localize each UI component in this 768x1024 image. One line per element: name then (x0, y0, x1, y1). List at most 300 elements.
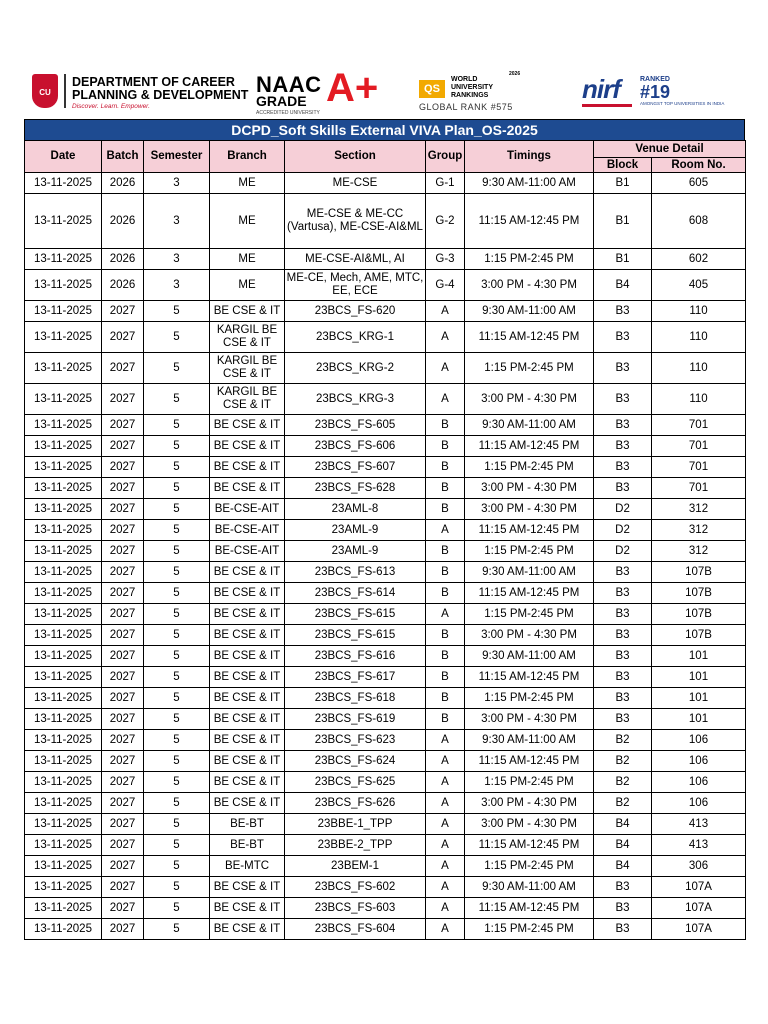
cell-room: 106 (652, 751, 746, 772)
cell-section: 23BCS_FS-625 (285, 772, 426, 793)
logo-divider (64, 74, 66, 108)
table-row (25, 499, 746, 520)
cell-batch: 2027 (102, 353, 144, 384)
col-header-timings: Timings (465, 141, 594, 173)
cell-date: 13-11-2025 (25, 667, 102, 688)
cell-room: 101 (652, 646, 746, 667)
cell-group: B (426, 646, 465, 667)
col-header-batch: Batch (102, 141, 144, 173)
nirf-rank: #19 (640, 82, 671, 102)
cell-block: B2 (594, 751, 652, 772)
cell-batch: 2027 (102, 436, 144, 457)
cell-group: B (426, 667, 465, 688)
cell-group: A (426, 772, 465, 793)
cell-group: A (426, 520, 465, 541)
table-row (25, 919, 746, 940)
cell-section: ME-CSE-AI&ML, AI (285, 249, 426, 270)
cell-block: B4 (594, 835, 652, 856)
col-header-room: Room No. (652, 158, 746, 173)
cell-batch: 2026 (102, 173, 144, 194)
cell-semester: 5 (144, 499, 210, 520)
cell-section: ME-CSE & ME-CC (Vartusa), ME-CSE-AI&ML (285, 194, 426, 249)
cell-group: B (426, 499, 465, 520)
cell-section: 23BCS_FS-615 (285, 625, 426, 646)
cell-batch: 2027 (102, 478, 144, 499)
cell-date: 13-11-2025 (25, 436, 102, 457)
cell-batch: 2027 (102, 583, 144, 604)
cell-branch: BE CSE & IT (210, 583, 285, 604)
cell-room: 605 (652, 173, 746, 194)
cell-branch: KARGIL BE CSE & IT (210, 322, 285, 353)
cell-group: B (426, 583, 465, 604)
cu-crest-text: CU (39, 88, 51, 97)
naac-logo (256, 66, 379, 116)
cell-date: 13-11-2025 (25, 919, 102, 940)
cell-block: B2 (594, 793, 652, 814)
cell-room: 101 (652, 709, 746, 730)
cell-branch: ME (210, 194, 285, 249)
qs-line2: UNIVERSITY (451, 84, 494, 91)
cell-branch: ME (210, 270, 285, 301)
col-header-date: Date (25, 141, 102, 173)
cell-batch: 2027 (102, 814, 144, 835)
cell-group: B (426, 436, 465, 457)
table-row (25, 646, 746, 667)
cell-branch: BE-BT (210, 835, 285, 856)
cell-timings: 9:30 AM-11:00 AM (465, 173, 594, 194)
cell-group: G-3 (426, 249, 465, 270)
cell-batch: 2027 (102, 457, 144, 478)
cell-branch: BE CSE & IT (210, 688, 285, 709)
cell-section: 23BCS_KRG-3 (285, 384, 426, 415)
cell-branch: BE-CSE-AIT (210, 499, 285, 520)
cell-block: B3 (594, 919, 652, 940)
cell-block: B3 (594, 646, 652, 667)
cell-timings: 1:15 PM-2:45 PM (465, 772, 594, 793)
cell-date: 13-11-2025 (25, 322, 102, 353)
cell-timings: 9:30 AM-11:00 AM (465, 415, 594, 436)
cell-section: 23AML-9 (285, 541, 426, 562)
col-header-block: Block (594, 158, 652, 173)
cell-block: B3 (594, 583, 652, 604)
cell-batch: 2027 (102, 646, 144, 667)
cell-date: 13-11-2025 (25, 520, 102, 541)
cell-date: 13-11-2025 (25, 583, 102, 604)
cell-timings: 1:15 PM-2:45 PM (465, 457, 594, 478)
cell-date: 13-11-2025 (25, 898, 102, 919)
cell-batch: 2026 (102, 194, 144, 249)
cell-section: 23BCS_FS-623 (285, 730, 426, 751)
cell-semester: 3 (144, 194, 210, 249)
cell-semester: 5 (144, 301, 210, 322)
cell-timings: 1:15 PM-2:45 PM (465, 604, 594, 625)
cell-batch: 2027 (102, 562, 144, 583)
cell-batch: 2027 (102, 625, 144, 646)
cell-section: ME-CE, Mech, AME, MTC, EE, ECE (285, 270, 426, 301)
cell-group: B (426, 562, 465, 583)
cell-section: 23BCS_KRG-1 (285, 322, 426, 353)
cell-batch: 2027 (102, 772, 144, 793)
cell-block: B3 (594, 415, 652, 436)
table-row (25, 898, 746, 919)
cell-date: 13-11-2025 (25, 604, 102, 625)
cell-timings: 3:00 PM - 4:30 PM (465, 793, 594, 814)
cell-timings: 1:15 PM-2:45 PM (465, 541, 594, 562)
cell-semester: 3 (144, 270, 210, 301)
cell-room: 107A (652, 877, 746, 898)
cell-semester: 5 (144, 457, 210, 478)
cell-branch: BE-CSE-AIT (210, 520, 285, 541)
cell-date: 13-11-2025 (25, 541, 102, 562)
cell-room: 101 (652, 688, 746, 709)
cell-batch: 2027 (102, 688, 144, 709)
cell-room: 107A (652, 898, 746, 919)
cell-branch: BE CSE & IT (210, 415, 285, 436)
cell-group: A (426, 384, 465, 415)
cell-block: B3 (594, 562, 652, 583)
cell-semester: 5 (144, 415, 210, 436)
cell-timings: 9:30 AM-11:00 AM (465, 562, 594, 583)
cell-room: 106 (652, 793, 746, 814)
cell-block: B2 (594, 772, 652, 793)
cell-batch: 2027 (102, 709, 144, 730)
cell-block: B3 (594, 898, 652, 919)
cell-timings: 3:00 PM - 4:30 PM (465, 384, 594, 415)
qs-global-rank: GLOBAL RANK #575 (419, 102, 513, 112)
cell-semester: 5 (144, 562, 210, 583)
cell-room: 107B (652, 625, 746, 646)
cell-branch: BE CSE & IT (210, 898, 285, 919)
nirf-logo (580, 66, 725, 116)
cell-section: 23BCS_FS-606 (285, 436, 426, 457)
cell-semester: 5 (144, 688, 210, 709)
cell-batch: 2026 (102, 249, 144, 270)
cell-semester: 5 (144, 898, 210, 919)
cell-room: 306 (652, 856, 746, 877)
cell-section: 23BCS_FS-603 (285, 898, 426, 919)
cell-semester: 5 (144, 541, 210, 562)
cell-branch: BE CSE & IT (210, 919, 285, 940)
cell-date: 13-11-2025 (25, 499, 102, 520)
cell-block: B3 (594, 436, 652, 457)
cell-timings: 11:15 AM-12:45 PM (465, 667, 594, 688)
cell-batch: 2027 (102, 856, 144, 877)
cell-semester: 5 (144, 919, 210, 940)
dcpd-line2: PLANNING & DEVELOPMENT (72, 88, 249, 102)
cell-section: 23AML-9 (285, 520, 426, 541)
nirf-ranked: RANKED (640, 76, 670, 83)
cell-date: 13-11-2025 (25, 835, 102, 856)
cell-branch: BE CSE & IT (210, 562, 285, 583)
table-row (25, 457, 746, 478)
cell-branch: BE CSE & IT (210, 478, 285, 499)
cell-branch: BE CSE & IT (210, 730, 285, 751)
cell-group: B (426, 709, 465, 730)
cell-batch: 2027 (102, 322, 144, 353)
cell-room: 110 (652, 384, 746, 415)
cell-timings: 3:00 PM - 4:30 PM (465, 709, 594, 730)
table-row (25, 384, 746, 415)
dcpd-line1: DEPARTMENT OF CAREER (72, 75, 235, 89)
cell-timings: 11:15 AM-12:45 PM (465, 898, 594, 919)
cell-room: 701 (652, 457, 746, 478)
cell-section: 23BBE-2_TPP (285, 835, 426, 856)
naac-grade-text: GRADE (256, 93, 307, 109)
table-row (25, 194, 746, 249)
cell-timings: 11:15 AM-12:45 PM (465, 194, 594, 249)
cell-section: 23AML-8 (285, 499, 426, 520)
cell-section: 23BCS_FS-602 (285, 877, 426, 898)
cell-date: 13-11-2025 (25, 249, 102, 270)
col-header-group: Group (426, 141, 465, 173)
cell-room: 107A (652, 919, 746, 940)
table-title: DCPD_Soft Skills External VIVA Plan_OS-2025 (24, 119, 745, 140)
cell-semester: 5 (144, 751, 210, 772)
cell-group: A (426, 730, 465, 751)
table-row (25, 793, 746, 814)
cell-group: B (426, 478, 465, 499)
qs-line1: WORLD (451, 76, 478, 83)
cell-date: 13-11-2025 (25, 772, 102, 793)
cell-room: 110 (652, 301, 746, 322)
cell-semester: 5 (144, 730, 210, 751)
cell-section: 23BEM-1 (285, 856, 426, 877)
qs-badge-icon: QS (419, 80, 445, 98)
cell-timings: 11:15 AM-12:45 PM (465, 520, 594, 541)
qs-year: 2026 (509, 71, 521, 77)
cell-group: A (426, 604, 465, 625)
naac-sub: ACCREDITED UNIVERSITY (256, 110, 320, 116)
cell-date: 13-11-2025 (25, 730, 102, 751)
cell-room: 106 (652, 772, 746, 793)
cell-date: 13-11-2025 (25, 688, 102, 709)
cell-room: 110 (652, 353, 746, 384)
cell-block: B3 (594, 478, 652, 499)
cell-block: B4 (594, 856, 652, 877)
cell-branch: BE CSE & IT (210, 457, 285, 478)
cell-group: A (426, 322, 465, 353)
viva-plan-table-wrapper (24, 119, 745, 940)
cell-group: G-4 (426, 270, 465, 301)
cell-section: 23BCS_KRG-2 (285, 353, 426, 384)
cell-block: B3 (594, 457, 652, 478)
cell-block: B2 (594, 730, 652, 751)
header-logos (24, 66, 744, 116)
cell-section: 23BCS_FS-624 (285, 751, 426, 772)
cell-timings: 1:15 PM-2:45 PM (465, 919, 594, 940)
cell-block: B4 (594, 814, 652, 835)
cell-date: 13-11-2025 (25, 173, 102, 194)
cell-block: B3 (594, 625, 652, 646)
cell-semester: 5 (144, 436, 210, 457)
cell-section: 23BCS_FS-619 (285, 709, 426, 730)
cell-branch: BE-BT (210, 814, 285, 835)
cell-branch: KARGIL BE CSE & IT (210, 353, 285, 384)
cell-group: B (426, 457, 465, 478)
cell-batch: 2027 (102, 499, 144, 520)
cell-semester: 5 (144, 646, 210, 667)
cell-timings: 3:00 PM - 4:30 PM (465, 478, 594, 499)
cell-section: 23BCS_FS-607 (285, 457, 426, 478)
cell-section: 23BCS_FS-626 (285, 793, 426, 814)
cell-branch: BE-CSE-AIT (210, 541, 285, 562)
cell-group: A (426, 856, 465, 877)
table-row (25, 249, 746, 270)
cell-branch: ME (210, 249, 285, 270)
cell-group: A (426, 835, 465, 856)
cell-semester: 5 (144, 625, 210, 646)
table-row (25, 415, 746, 436)
cell-room: 107B (652, 562, 746, 583)
qs-line3: RANKINGS (451, 92, 489, 99)
table-row (25, 856, 746, 877)
col-header-section: Section (285, 141, 426, 173)
table-row (25, 835, 746, 856)
cell-timings: 11:15 AM-12:45 PM (465, 751, 594, 772)
cell-room: 608 (652, 194, 746, 249)
table-row (25, 436, 746, 457)
cell-batch: 2027 (102, 384, 144, 415)
table-row (25, 541, 746, 562)
cell-date: 13-11-2025 (25, 562, 102, 583)
cell-section: 23BCS_FS-617 (285, 667, 426, 688)
cell-room: 413 (652, 835, 746, 856)
cell-batch: 2027 (102, 730, 144, 751)
cell-room: 312 (652, 499, 746, 520)
cell-batch: 2027 (102, 541, 144, 562)
cell-group: A (426, 877, 465, 898)
cell-timings: 1:15 PM-2:45 PM (465, 353, 594, 384)
cell-block: B3 (594, 353, 652, 384)
table-row (25, 173, 746, 194)
table-row (25, 667, 746, 688)
cell-semester: 5 (144, 667, 210, 688)
cell-timings: 9:30 AM-11:00 AM (465, 877, 594, 898)
cell-batch: 2027 (102, 898, 144, 919)
cell-batch: 2027 (102, 751, 144, 772)
cell-date: 13-11-2025 (25, 856, 102, 877)
table-row (25, 688, 746, 709)
cell-timings: 9:30 AM-11:00 AM (465, 646, 594, 667)
cell-section: 23BCS_FS-618 (285, 688, 426, 709)
cell-date: 13-11-2025 (25, 709, 102, 730)
cell-room: 312 (652, 541, 746, 562)
cell-room: 701 (652, 436, 746, 457)
cell-semester: 5 (144, 604, 210, 625)
cell-date: 13-11-2025 (25, 625, 102, 646)
col-header-branch: Branch (210, 141, 285, 173)
table-body (25, 173, 746, 940)
cell-room: 312 (652, 520, 746, 541)
cell-batch: 2027 (102, 919, 144, 940)
cell-group: A (426, 898, 465, 919)
cell-date: 13-11-2025 (25, 814, 102, 835)
cell-semester: 3 (144, 173, 210, 194)
cell-timings: 11:15 AM-12:45 PM (465, 322, 594, 353)
cell-section: 23BCS_FS-613 (285, 562, 426, 583)
cell-semester: 5 (144, 322, 210, 353)
cell-section: 23BCS_FS-604 (285, 919, 426, 940)
cell-semester: 5 (144, 814, 210, 835)
cell-timings: 3:00 PM - 4:30 PM (465, 625, 594, 646)
cell-branch: BE CSE & IT (210, 751, 285, 772)
cell-block: B3 (594, 301, 652, 322)
table-row (25, 478, 746, 499)
cell-batch: 2027 (102, 835, 144, 856)
cell-block: B3 (594, 877, 652, 898)
cell-room: 107B (652, 604, 746, 625)
col-header-venue: Venue Detail (594, 141, 746, 158)
cell-section: 23BCS_FS-620 (285, 301, 426, 322)
cell-timings: 9:30 AM-11:00 AM (465, 301, 594, 322)
cell-group: A (426, 793, 465, 814)
cell-batch: 2027 (102, 667, 144, 688)
cell-semester: 5 (144, 353, 210, 384)
cell-date: 13-11-2025 (25, 646, 102, 667)
cell-timings: 11:15 AM-12:45 PM (465, 835, 594, 856)
cell-section: ME-CSE (285, 173, 426, 194)
cell-branch: BE CSE & IT (210, 709, 285, 730)
cell-section: 23BCS_FS-605 (285, 415, 426, 436)
cell-timings: 11:15 AM-12:45 PM (465, 436, 594, 457)
dcpd-tagline: Discover. Learn. Empower. (72, 103, 150, 110)
col-header-semester: Semester (144, 141, 210, 173)
dcpd-logo (32, 66, 249, 116)
cell-section: 23BBE-1_TPP (285, 814, 426, 835)
cell-room: 101 (652, 667, 746, 688)
cell-room: 413 (652, 814, 746, 835)
cell-semester: 5 (144, 835, 210, 856)
table-row (25, 709, 746, 730)
nirf-wordmark: nirf (582, 74, 620, 104)
cell-block: B3 (594, 688, 652, 709)
table-row (25, 772, 746, 793)
table-row (25, 877, 746, 898)
viva-plan-table (24, 140, 746, 940)
cell-room: 405 (652, 270, 746, 301)
cell-date: 13-11-2025 (25, 415, 102, 436)
cell-group: A (426, 814, 465, 835)
table-row (25, 730, 746, 751)
cell-semester: 3 (144, 249, 210, 270)
cell-block: B1 (594, 194, 652, 249)
cell-date: 13-11-2025 (25, 478, 102, 499)
cell-branch: BE CSE & IT (210, 301, 285, 322)
cell-block: D2 (594, 499, 652, 520)
table-row (25, 583, 746, 604)
cell-semester: 5 (144, 583, 210, 604)
nirf-sub: AMONGST TOP UNIVERSITIES IN INDIA (640, 101, 725, 106)
cell-batch: 2027 (102, 877, 144, 898)
cell-branch: BE CSE & IT (210, 667, 285, 688)
cell-block: B4 (594, 270, 652, 301)
cell-date: 13-11-2025 (25, 877, 102, 898)
cell-group: A (426, 301, 465, 322)
cell-room: 110 (652, 322, 746, 353)
table-row (25, 270, 746, 301)
cell-block: B3 (594, 322, 652, 353)
table-row (25, 562, 746, 583)
table-row (25, 814, 746, 835)
cell-group: A (426, 353, 465, 384)
cell-branch: BE CSE & IT (210, 793, 285, 814)
cell-room: 106 (652, 730, 746, 751)
cell-batch: 2027 (102, 415, 144, 436)
cell-branch: BE CSE & IT (210, 646, 285, 667)
table-row (25, 322, 746, 353)
cell-group: B (426, 625, 465, 646)
naac-grade-value: A+ (326, 66, 379, 110)
